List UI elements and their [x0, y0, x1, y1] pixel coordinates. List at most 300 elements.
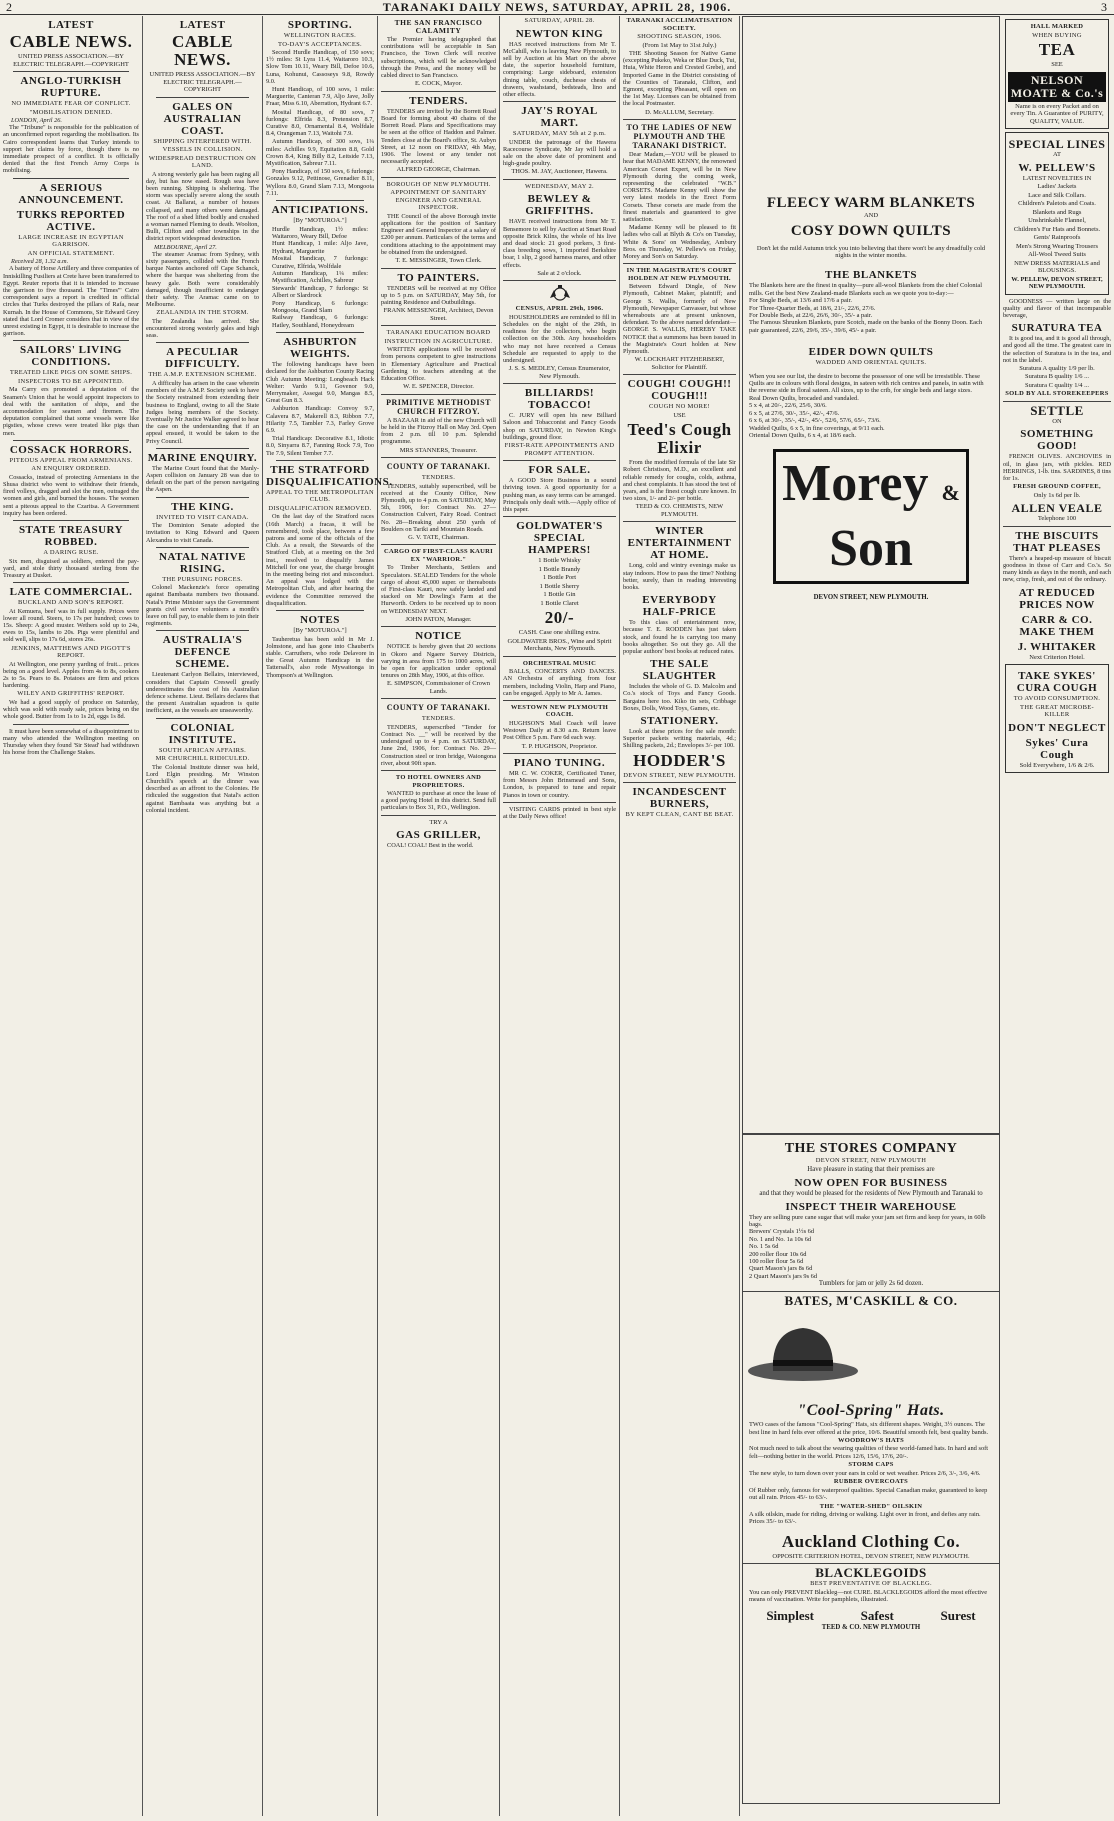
ad-headline: RUBBER OVERCOATS [833, 1478, 909, 1486]
ad-kicker: AT [1053, 151, 1061, 158]
tagline-word: Surest [940, 1607, 976, 1623]
ad-headline: AT REDUCED PRICES NOW [1018, 586, 1096, 611]
divider [503, 656, 616, 657]
headline: A PECULIAR DIFFICULTY. [165, 346, 240, 371]
signature: E. COCK, Mayor. [414, 80, 463, 88]
price-item: 100 roller flour 5s 6d [749, 1257, 804, 1265]
price-item: 6 x 6, at 30/-, 35/-, 42/-, 45/-, 52/6, 57/6, 65/-, 73/6. [749, 417, 881, 425]
headline: GAS GRILLER, [396, 829, 481, 842]
signature: E. SIMPSON, Commissioner of Crown Lands. [387, 680, 490, 695]
ad-address: W. PELLEW, DEVON STREET, NEW PLYMOUTH. [1011, 275, 1103, 290]
race-tip-item: Hurdle Handicap, 1½ miles: Waitaroro, Weary Bill, Defoe [272, 225, 368, 240]
hat-icon [743, 1316, 863, 1386]
subheadline: FIRST-RATE APPOINTMENTS AND PROMPT ATTENTION. [504, 442, 615, 457]
tagline-word: Simplest [766, 1607, 814, 1623]
ad-kicker: TO AVOID CONSUMPTION. [1013, 695, 1101, 703]
signature: D. McALLUM, Secretary. [645, 108, 714, 116]
ad-headline: THE BISCUITS THAT PLEASES [1013, 529, 1101, 554]
ad-headline: SURATURA TEA [1011, 322, 1103, 335]
signature: TEED & CO. CHEMISTS, NEW PLYMOUTH. [635, 503, 724, 518]
page-number: 2 [6, 0, 13, 14]
price-item: 6 x 5, at 27/6, 30/-, 35/-, 42/-, 47/6. [749, 409, 840, 417]
ad-headline: BLACKLEGOIDS [815, 1565, 927, 1581]
headline: BILLIARDS! TOBACCO! [524, 387, 595, 412]
article-text: On the last day of the Stratford races (16th March) a fracas, it will be remembered, took place, between a few patrons and some of the officials of the Club. As a result, the Stewards of the Stratford Club, at a meeting on the 3rd inst., resolved to disqualify James Mitchell for one year, the charge brought in the meeting being riot and misconduct. An appeal was lodged with the Metropolitan Club, and after hearing the evidence the Committee removed the disqualification. [266, 513, 374, 607]
headline: THE SALE SLAUGHTER [642, 658, 717, 683]
divider [381, 698, 496, 699]
section-credit: UNITED PRESS ASSOCIATION.—BY ELECTRIC TELEGRAPH.—COPYRIGHT [13, 53, 129, 68]
divider [156, 448, 249, 449]
ad-kicker: WHEN BUYING [1032, 31, 1082, 39]
ad-text: There's a heaped-up measure of biscuit goodness in those of Carr and Co.'s. So many kinds as days in the month, and each new, crisp, fresh, and out of the ordinary. [1003, 554, 1111, 584]
headline: TURKS REPORTED ACTIVE. [16, 208, 126, 233]
divider [1003, 526, 1111, 527]
page-number-right: 3 [1101, 0, 1108, 14]
article-text: Colonel Mackenzie's force operating against Bambaata numbers two thousand. Natal's Prime Minister says the Government grants civil service volunteers a month's leave on full pay, to enable them to join their regiments. [146, 584, 259, 628]
signature: Sale at 2 o'clock. [537, 269, 582, 277]
headline: TENDERS. [409, 94, 468, 107]
ad-kicker: THE GREAT MICROBE-KILLER [1020, 703, 1094, 719]
ad-kicker: ON [1052, 417, 1062, 425]
ad-subheadline: BEST PREVENTATIVE OF BLACKLEG. [810, 1580, 932, 1588]
article-text: Cossacks, instead of protecting Armenians in the Shusa district who went to withdraw their friends, fired volleys, dragged and slot the men, outraged the women and girls, and burned the houses. The women sent a piteous appeal to the Czaritsa. A Government inquiry has been ordered. [3, 473, 139, 517]
section-title: CABLE NEWS. [9, 32, 133, 51]
notice-text: COAL! COAL! Best in the world. [387, 842, 474, 850]
ad-headline: CARR & CO. MAKE THEM [1019, 613, 1095, 638]
signature: ALFRED GEORGE, Chairman. [396, 166, 481, 174]
subheadline: BY KEPT CLEAN, CANT BE BEAT. [625, 811, 734, 819]
headline: INCANDESCENT BURNERS, [632, 786, 727, 811]
ad-headline: TEA [1038, 40, 1076, 59]
column-small-ads [1000, 16, 1114, 1816]
byline: [By "MOTUROA."] [293, 627, 347, 635]
article-text: Ma Carry ers promoted a deputation of the Seamen's Union that he would appoint inspectors to deal with the sanitation of ships, and the accommodation for seamen and firemen. The deputation complained that some vessels were like pigsties, whose crews were treated like pigs than men. [3, 386, 139, 437]
ad-headline: STORM CAPS [848, 1461, 894, 1469]
notice-text: Dear Madam,—YOU will be pleased to hear that MADAME KENNY, the renowned American Corset Expert, will be in New Plymouth during the coming week, representing the celebrated "W.B." CORSETS. Madame Kenny will show the very latest models in the Erect Form Corsets. These corsets are made from the finest materials and guaranteed to give satisfaction. [623, 151, 736, 223]
divider [1003, 401, 1111, 402]
race-tip-item: Hunt Handicap, 1 mile: Aljo Jave, Hydrant, Marguerite [272, 240, 368, 255]
price-item: For Three-Quarter Beds, at 18/6, 21/-, 22/6, 27/6. [749, 304, 876, 312]
divider [381, 815, 496, 816]
subheadline: APPEAL TO THE METROPOLITAN CLUB. [266, 488, 374, 504]
price-item: Real Down Quilts, brocaded and vandaled. [749, 394, 859, 402]
pellew-item: Children's Fur Hats and Bonnets. [1013, 225, 1101, 233]
ad-headline: "Cool-Spring" Hats. [797, 1402, 945, 1420]
notice-text: THE Shooting Season for Native Game (excepting Pukeko, Weka or Blue Duck, Tui, Huia, White Heron and Crested Grebe), and Imported Game in the District consisting of the Counties of Taranaki, Clifton, and Egmont, excepting Pheasant, will open on the 1st May. Licenses can be obtained from the local Postmaster. [623, 50, 736, 108]
signature: T. E. MESSINGER, Town Clerk. [395, 257, 482, 265]
subheadline: BUCKLAND AND SON'S REPORT. [18, 599, 124, 607]
headline: NOTICE [415, 630, 462, 643]
ad-text: It is good tea, and it is good all through, and good all the time. The greatest care in the selection of Suratura is in the tea, and not in the label. [1003, 335, 1111, 364]
subheadline: COUGH NO MORE! [649, 403, 710, 411]
article-text: Ashburton Handicap: Convoy 9.7, Calavera 8.7, Makerell 8.3, Ribbon 7.7, Hilarity 7.5, Tambler 7.3, Farley Grove 6.9. [266, 405, 374, 435]
race-tip-item: Railway Handicap, 6 furlongs: Hatley, Southland, Honeydream [272, 314, 368, 329]
headline: COSSACK HORRORS. [9, 443, 133, 456]
headline: TO THE LADIES OF NEW PLYMOUTH AND THE TARANAKI DISTRICT. [626, 123, 733, 151]
pellew-item: Ladies' Jackets [1037, 183, 1077, 190]
article-text: Six men, disguised as soldiers, entered the pay-yard, and stole thirty thousand sterling from the Treasury at Dusket. [3, 557, 139, 579]
ad-headline: SOMETHING GOOD! [1020, 428, 1094, 453]
headline: GALES ON AUSTRALIAN COAST. [163, 100, 242, 137]
divider [13, 178, 129, 179]
notice-text: HOUSEHOLDERS are reminded to fill in Schedules on the night of the 29th, in readiness for the collectors, who begin collection on the 30th. Any householders who may not have received a Census Schedule are requested to apply to the undersigned. [503, 313, 616, 365]
hamper-item: 1 Bottle Sherry [539, 582, 580, 590]
pellew-item: Blankets and Rugs [1032, 208, 1082, 216]
subheadline: TREATED LIKE PIGS ON SOME SHIPS. [9, 369, 133, 377]
divider [156, 547, 249, 548]
price-item: Brewers' Crystals 1½s 6d [749, 1228, 815, 1236]
article-text: Trial Handicap: Decorative 8.1, Idiotic 8.0, Sinyarra 8.7, Fanning Rock 7.9, Too Tie 7.9, Silent Tember 7.7. [266, 435, 374, 457]
headline: SAILORS' LIVING CONDITIONS. [20, 344, 122, 369]
divider [381, 626, 496, 627]
subheadline: INVITED TO VISIT CANADA. [156, 513, 249, 521]
price-item: 200 roller flour 10s 6d [749, 1250, 807, 1258]
signature: T. P. HUGHSON, Proprietor. [521, 742, 598, 750]
hamper-item: 1 Bottle Claret [540, 599, 579, 607]
notice-text: TENDERS, suitably superscribed, will be received at the County Office, New Plymouth, up to 4 p.m. on SATURDAY, May 5th, 1906, for: Contract No. 27—Construction Culvert, Fairy Road. Contract No. 28—Breaking about 250 yards of Boulders on Tariki and Mountain Roads. [381, 482, 496, 533]
dateline: MELBOURNE, April 27. [154, 243, 217, 251]
tagline-word: Safest [860, 1607, 894, 1623]
notice-text: Between Edward Dingle, of New Plymouth, Cabinet Maker, plaintiff; and George S. Wallis, formerly of New Plymouth, Newspaper Canvasser, but whose whereabouts are at present unknown, defendant. To the above named defendant—GEORGE S. WALLIS, HEREBY TAKE NOTICE that a summons has been issued in the Magistrate's Court holden at New Plymouth. [623, 283, 736, 355]
morey-and-son-ad [742, 16, 1000, 1134]
signature: FRANK MESSENGER, Architect, Devon Street. [383, 307, 494, 322]
race-tip-item: Pony Handicap, 6 furlongs: Mongoota, Grand Slam [272, 299, 368, 315]
ad-headline: SETTLE [1030, 402, 1084, 418]
price-item: Suratura B quality 1/6 ... [1024, 373, 1090, 381]
headline: PIANO TUNING. [513, 757, 606, 770]
signature: W. LOCKHART FITZHERBERT, Solicitor for Plaintiff. [634, 356, 725, 371]
notice-text: VISITING CARDS printed in best style at the Daily News office! [503, 805, 616, 821]
ad-kicker: FRESH GROUND COFFEE, [1013, 483, 1101, 491]
notice-text: C. JURY will open his new Billiard Saloon and Tobacconist and Fancy Goods shop on SATURDAY, in Newton King's buildings, ground floor. [503, 412, 616, 441]
divider [503, 753, 616, 754]
ad-text: Sold Everywhere, 1/6 & 2/6. [1019, 761, 1095, 769]
subheadline: SOUTH AFRICAN AFFAIRS. [158, 746, 247, 754]
divider [743, 1563, 999, 1564]
article-text: The Zealandia has arrived. She encountered strong westerly gales and high seas. [146, 317, 259, 340]
headline: THE SAN FRANCISCO CALAMITY [394, 18, 483, 35]
divider [13, 724, 129, 725]
divider [503, 802, 616, 803]
pellew-item: LATEST NOVELTIES IN [1022, 174, 1092, 182]
article-text: At Wellington, one penny yarding of fruit... prices being on a good level. Apples from 4s to 8s, cookers 2s to 5s. Pears to 8s. Potatoes are firm and prices hardening. [3, 660, 139, 690]
ad-text: When you see our list, the desire to become the possessor of one will be irresistible. These Quilts are in colours with floral designs, in sateen with rich centres and panels, in satin with the reverse side in floral sateen. All sizes, up to the crib, for single beds and large sizes. [749, 372, 984, 395]
ad-headline: THE BLANKETS [825, 269, 917, 282]
divider [381, 457, 496, 458]
headline: PRIMITIVE METHODIST CHURCH FITZROY. [386, 397, 491, 416]
divider [743, 1291, 999, 1292]
divider [381, 91, 496, 92]
notice-text: From the modified formula of the late Sir Robert Christison, M.D., an excellent and reliable remedy for coughs, colds, asthma, and chest complaints. It has stood the test of years, and is the finest cough cure known. In two sizes, 1/- and 2/- per bottle. [623, 459, 736, 503]
ad-headline: J. WHITAKER [1017, 640, 1097, 653]
pellew-item: All-Wool Tweed Suits [1028, 251, 1086, 258]
ad-headline: Auckland Clothing Co. [781, 1531, 961, 1551]
divider [503, 700, 616, 701]
subheadline: ZEALANDIA IN THE STORM. [156, 309, 249, 317]
subheadline: LARGE INCREASE IN EGYPTIAN GARRISON. [18, 233, 124, 249]
hamper-price: 20/- [544, 608, 575, 628]
notice-text: BALLS, CONCERTS AND DANCES. AN Orchestra of anything from four members, including Violin, Harp and Piano, can be engaged. Apply to Mr A. James. [503, 668, 616, 697]
subheadline: CASH. Case one shilling extra. [518, 629, 601, 637]
column-notices-2 [620, 16, 740, 1816]
headline: COLONIAL INSTITUTE. [168, 721, 237, 746]
morey-and-son-logo: Morey & Son [773, 449, 969, 584]
ad-text: You can only PREVENT Blackleg—not CURE. BLACKLEGOIDS afford the most effective means of vaccination. Write for pamphlets, illustrated. [749, 1588, 988, 1604]
notice-text: The Premier having telegraphed that contributions will be acceptable in San Francisco, the Town Clerk will receive subscriptions, which will be acknowledged through the Press, and the money will be cabled direct to San Francisco. [381, 36, 496, 80]
divider [503, 101, 616, 102]
price-item: No. 1 5s 6d [749, 1243, 779, 1251]
divider [381, 544, 496, 545]
article-text: The Colonial Institute dinner was held, Lord Elgin presiding. Mr Winston Churchill's speech at the dinner was described as an affront to the Colonies. He ridiculed the suggestion that Natal's action against Bambaata was anything but a colonial incident. [146, 763, 259, 814]
hamper-item: 1 Bottle Whisky [538, 557, 581, 565]
signature: JOHN PATON, Manager. [405, 615, 472, 623]
ad-text: Telephone 100 [1037, 515, 1077, 523]
subheadline: TENDERS. [421, 474, 456, 481]
headline: IN THE MAGISTRATE'S COURT HOLDEN AT NEW PLYMOUTH. [626, 267, 733, 282]
signature: J. S. S. MEDLEY, Census Enumerator, New Plymouth. [508, 365, 611, 380]
notice-text: HAS received instructions from Mr T. McCahill, who is leaving New Plymouth, to sell by Auction at his Mart on the above date, the superior household furniture, comprising: Large sideboard, extension dining table, couch, duchesse chests of drawers, washstand, bedsteads, lino and other effects. [503, 40, 616, 98]
column-latest-cable-news-1 [0, 16, 143, 1816]
article-text: Autumn Handicap, of 300 sovs, 1¼ miles: Achilles 9.9, Equitation 8.8, Gold Crown 8.4, King Billy 8.2, Leitside 7.13, Mystification, Sabreur 7.11. [266, 138, 374, 168]
ad-text: and that they would be pleased for the residents of New Plymouth and Taranaki to [759, 1189, 983, 1197]
ad-kicker: SOLD BY ALL STOREKEEPERS [1005, 390, 1109, 398]
headline: EVERYBODY HALF-PRICE [642, 594, 717, 619]
divider [503, 383, 616, 384]
headline: Teed's Cough Elixir [627, 420, 732, 458]
byline: [By "MOTUROA."] [293, 217, 347, 225]
race-tips-list [266, 226, 374, 330]
headline: COUNTY OF TARANAKI. [386, 703, 491, 713]
suratura-price-list [1003, 365, 1111, 390]
ad-text: The Blankets here are the finest in quality—pure all-wool Blankets from the chief Colonial mills. Get the best New Zealand-made Blankets such as we quote you to-day:— [749, 282, 983, 297]
headline: THE KING. [171, 500, 234, 513]
divider [623, 521, 736, 522]
ad-headline: INSPECT THEIR WAREHOUSE [785, 1200, 957, 1213]
ad-address: DEVON STREET, NEW PLYMOUTH. [813, 594, 929, 602]
section-kicker: LATEST [48, 19, 94, 31]
ad-text: A silk oilskin, made for riding, driving or walking. Light over in front, and defies any rain. Prices 35/- to 63/-. [749, 1511, 981, 1526]
divider [503, 460, 616, 461]
subheadline: MR CHURCHILL RIDICULED. [155, 755, 250, 763]
column-sporting [263, 16, 393, 1816]
headline: CENSUS, APRIL 29th, 1906. [515, 305, 604, 313]
pellew-special-lines-ad [1005, 132, 1109, 295]
subheadline: A DARING RUSE. [43, 549, 99, 556]
divider [276, 332, 364, 333]
subheadline: DEVON STREET, NEW PLYMOUTH. [623, 771, 736, 779]
stores-company-ad [742, 1134, 1000, 1804]
headline: A SERIOUS ANNOUNCEMENT. [18, 181, 124, 206]
divider [13, 71, 129, 72]
divider [13, 582, 129, 583]
section-credit: UNITED PRESS ASSOCIATION.—BY ELECTRIC TELEGRAPH.—COPYRIGHT [149, 71, 256, 93]
notice-text: UNDER the patronage of the Hawera Racecourse Syndicate, Mr Jay will hold a sale on the above date of prominent and high-grade poultry. [503, 138, 616, 168]
quilt-price-list [743, 395, 999, 439]
divider [156, 497, 249, 498]
subheadline: TO-DAY'S ACCEPTANCES. [278, 40, 362, 48]
headline: STATIONERY. [640, 715, 719, 728]
ad-headline: W. PELLEW'S [1018, 161, 1096, 174]
notice-text: HAVE received instructions from Mr T. Bensemore to sell by Auction at Smart Road opposite Brick Kilns, the whole of his live and dead stock: 21 good porkers, 3 first-class breeding sows, 1 imported Berkshire boar, 1 slip, 2 good harness mares, and other effects. [503, 218, 616, 269]
divider [276, 610, 364, 611]
ad-headline: COSY DOWN QUILTS [790, 222, 952, 239]
hamper-item: 1 Bottle Brandy [538, 565, 581, 573]
subheadline: WILEY AND GRIFFITHS' REPORT. [17, 690, 125, 698]
notice-text: A GOOD Store Business in a sound thriving town. A good opportunity for a pushing man, as easy terms can be arranged. Principals only dealt with.—Apply office of this paper. [503, 477, 616, 513]
newspaper-title: TARANAKI DAILY NEWS, SATURDAY, APRIL 28, 1906. [382, 0, 732, 14]
headline: WINTER ENTERTAINMENT AT HOME. [627, 525, 732, 562]
ad-headline: NOW OPEN FOR BUSINESS [794, 1176, 948, 1189]
subheadline: DISQUALIFICATION REMOVED. [268, 504, 372, 512]
ad-kicker: SEE [1051, 61, 1063, 68]
divider [13, 340, 129, 341]
article-text: Mosital Handicap, of 80 sovs, 7 furlongs: Elfrida 8.3, Pretension 8.7, Curative 8.0, Ornamental 8.4, Wolfdale 8.4, Orangeman 7.13, Waitohi 7.9. [266, 108, 374, 138]
ad-headline: DON'T NEGLECT [1008, 721, 1106, 734]
subheadline: USE [673, 411, 686, 419]
notice-text: HUGHSON'S Mail Coach will leave Westown Daily at 8.30 a.m. Return leave Post Office 5 p.m. Fare 6d each way. [503, 719, 616, 742]
divider [623, 374, 736, 375]
ad-subheadline: WADDED AND ORIENTAL QUILTS. [815, 359, 927, 367]
price-item: No. 1 and No. 1a 10s 6d [749, 1235, 812, 1243]
price-item: For Single Beds, at 13/6 and 17/6 a pair. [749, 297, 852, 305]
dateline: SATURDAY, APRIL 28. [524, 17, 595, 24]
subheadline: WELLINGTON RACES. [283, 32, 357, 39]
headline: HODDER'S [633, 750, 726, 770]
subheadline: THE PURSUING FORCES. [162, 575, 243, 583]
dateline: WEDNESDAY, MAY 2. [525, 182, 594, 190]
notice-text: THE Council of the above Borough invite applications for the position of Sanitary Engineer and General Inspector at a salary of £200 per annum. Particulars of the terms and conditions attaching to the appointment may be obtained from the undersigned. [381, 212, 496, 256]
ad-subheadline: OPPOSITE CRITERION HOTEL, DEVON STREET, NEW PLYMOUTH. [772, 1552, 970, 1560]
ad-text: TWO cases of the famous "Cool-Spring" Hats, six different shapes. Weight, 3½ ounces. The best line in hard felts ever offered at the price, 10/6. Beautiful smooth felt, best quality bands. [749, 1421, 989, 1436]
ad-headline: FLEECY WARM BLANKETS [766, 195, 976, 211]
headline: BOROUGH OF NEW PLYMOUTH. [386, 180, 491, 188]
ad-headline: TAKE SYKES' CURA COUGH [1016, 670, 1098, 695]
blanket-price-list [743, 297, 999, 334]
notice-text: NOTICE is hereby given that 20 sections in Okoro and Ngaere Survey Districts, varying in area from 175 to 1000 acres, will be open for application under optional tenures on 28th May, 1906, at this office. [381, 643, 496, 680]
section-title: CABLE NEWS. [171, 32, 234, 69]
headline: TARANAKI EDUCATION BOARD [386, 329, 491, 337]
divider [381, 325, 496, 326]
notice-text: To Timber Merchants, Settlers and Speculators. SEALED Tenders for the whole cargo of about 45,000 super. or thereabouts of First-class Kauri, now safely landed and stacked on Mr Dowling's Farm at the Hurworth. Orders to be received up to noon on WEDNESDAY NEXT. [381, 564, 496, 615]
price-item: 5 x 4, at 20/-, 22/6, 25/6, 30/6. [749, 402, 827, 410]
ad-address: TEED & CO. NEW PLYMOUTH [821, 1623, 921, 1631]
divider [156, 718, 249, 719]
sykes-cura-cough-ad [1005, 664, 1109, 773]
column-latest-cable-news-2 [143, 16, 263, 1816]
divider [381, 177, 496, 178]
ad-text: FRENCH OLIVES. ANCHOVIES in oil, in glass jars, with pickles. RED HERRINGS, 1-lb. tins. SARDINES, 8 tins for 1s. [1003, 453, 1111, 483]
signature: THOS. M. JAY, Auctioneer, Hawera. [511, 168, 608, 176]
headline: TARANAKI ACCLIMATISATION SOCIETY. [626, 17, 733, 32]
price-item: Quart Mason's jars 8s 6d [749, 1265, 813, 1273]
tagline-row [743, 1608, 999, 1624]
subheadline: PITEOUS APPEAL FROM ARMENIANS. [9, 456, 133, 464]
article-text: Pony Handicap, of 150 sovs, 6 furlongs: Gonzales 9.12, Pettinose, Grenadier 8.11, Wyllora 8.0, Grand Slam 7.13, Mongoota 7.11. [266, 168, 374, 197]
article-text: The steamer Aramac from Sydney, with sixty passengers, collided with the French barque Nantes anchored off Cape Schanck, where the barque was sheltering from the heavy gale. Both were considerably damaged, though insufficient to endanger their safety. The Aramac came on to Melbourne. [146, 250, 259, 309]
ad-headline: EIDER DOWN QUILTS [808, 346, 934, 359]
article-text: The Dominion Senate adopted the invitation to King Edward and Queen Alexandra to visit Canada. [146, 522, 259, 544]
notice-text: A BAZAAR in aid of the new Church will be held in the Fitzroy Hall on May 3rd. Open from 2 p.m. till 10 p.m. Splendid programme. [381, 416, 496, 446]
ad-text: Next Criterion Hotel. [1029, 653, 1085, 661]
hamper-item: 1 Bottle Gin [543, 591, 576, 599]
headline: TO HOTEL OWNERS AND PROPRIETORS. [395, 774, 482, 789]
subheadline: INSTRUCTION IN AGRICULTURE. [384, 337, 493, 345]
subheadline: SHIPPING INTERFERED WITH. [153, 137, 252, 145]
subheadline: WIDESPREAD DESTRUCTION ON LAND. [148, 154, 257, 169]
headline: AUSTRALIA'S DEFENCE SCHEME. [162, 634, 243, 671]
headline: ORCHESTRAL MUSIC [522, 659, 597, 667]
divider [156, 630, 249, 631]
ad-headline: ALLEN VEALE [1011, 501, 1103, 516]
royal-crest-icon [546, 284, 574, 304]
ad-text: They are selling pure cane sugar that will make your jam set firm and keep for years, in 60lb bags. [749, 1213, 986, 1228]
ad-text: GOODNESS — written large on the quality and flavor of that incomparable beverage, [1003, 297, 1111, 319]
ad-headline: Sykes' Cura Cough [1025, 736, 1089, 761]
ad-kicker: HALL MARKED [1030, 23, 1084, 30]
divider [13, 520, 129, 521]
divider [381, 394, 496, 395]
headline: COUNTY OF TARANAKI. [386, 462, 491, 471]
subheadline: VESSELS IN COLLISION. [162, 146, 243, 153]
nelson-moate-tea-ad [1005, 19, 1109, 129]
subheadline: TENDERS. [421, 715, 456, 723]
price-item: 2 Quart Mason's jars 9s 6d [749, 1272, 818, 1280]
ad-text: The new style, to turn down over your ears in cold or wet weather. Prices 2/6, 3/-, 3/6, 4/6. [749, 1469, 981, 1477]
article-text: Hunt Handicap, of 100 sovs, 1 mile: Marguerite, Canteran 7.9, Aljo Jave, Jolly Fraar, Miss 6.10, Aberration, Hydrant 6.7. [266, 86, 374, 108]
divider [503, 516, 616, 517]
pellew-item: Children's Paletots and Coats. [1018, 200, 1096, 207]
price-item: Suratura C quality 1/4 ... [1024, 381, 1090, 389]
headline: LATE COMMERCIAL. [9, 586, 133, 599]
ad-headline: NELSON MOATE & Co.'s [1008, 72, 1106, 102]
notice-text: TENDERS, superscribed "Tender for Contract No. __" will be received by the undersigned up to 4 p.m. on SATURDAY, June 2nd, 1906, for: Contract No. 29—Construction steel or iron bridge, Waiongona river, about 90ft span. [381, 723, 496, 767]
subheadline: (From 1st May to 31st July.) [642, 41, 717, 49]
ad-subheadline: AND [863, 212, 879, 219]
dateline: Received 28, 1.32 a.m. [11, 258, 69, 266]
divider [623, 782, 736, 783]
pellew-item: Lace and Silk Collars. [1028, 191, 1086, 199]
subheadline: SHOOTING SEASON, 1906. [637, 33, 722, 40]
price-item: The Famous Shrunken Blankets, pure Scotch, made on the banks of the Bonny Doon. Each pair guaranteed, 22/6, 29/6, 35/-, 39/6, 45/- a pair. [749, 319, 983, 334]
notice-text: MR C. W. COKER, Certificated Tuner, from Messrs John Brinsmead and Sons, London, is prepared to tune and repair Pianos in town or country. [503, 770, 616, 799]
ad-text: Name is on every Packet and on every Tin. A Guarantee of PURITY, QUALITY, VALUE. [1010, 102, 1104, 125]
headline: BEWLEY & GRIFFITHS. [525, 193, 594, 218]
headline: ASHBURTON WEIGHTS. [283, 336, 357, 361]
race-tip-item: Autumn Handicap, 1¼ miles: Mystification, Achilles, Sabreur [272, 270, 368, 285]
divider [381, 268, 496, 269]
ad-text: Not much need to talk about the wearing qualities of these world-famed hats. In hard and soft felt—nothing better in the world. Prices 12/6, 15/6, 17/6, 20/-. [749, 1445, 989, 1460]
notice-text: Madame Kenny will be pleased to fit ladies who call at Blyth & Co's on Tuesday, White & Sons' on Wednesday, Ambury Bros. on Thursday, W. Pellew's on Friday, Morey and Son's on Saturday. [623, 224, 736, 260]
article-text: We had a good supply of produce on Saturday, which was sold with ready sale, prices being on the whole good. Butter from 1s to 1s 2d, eggs 1s 8d. [3, 698, 139, 721]
price-item: For Double Beds, at 22/6, 26/6, 30/-, 35/- a pair. [749, 311, 873, 319]
ad-headline: THE "WATER-SHED" OILSKIN [819, 1502, 923, 1510]
subheadline: TRY A [429, 818, 448, 826]
ad-text: Only 1s 6d per lb. [1033, 491, 1081, 499]
subheadline: NO IMMEDIATE FEAR OF CONFLICT. [11, 100, 131, 107]
article-text: Second Hurdle Handicap, of 150 sovs; 1½ miles: St Lyra 11.4, Waitaroro 10.3, Slow Tom 10.11, Weary Bill, Defoe 10.6, Luna, Kohunui, Cassoseys 9.8, Rowdy 9.0. [266, 49, 374, 85]
divider [503, 179, 616, 180]
divider [623, 263, 736, 264]
headline: JAY'S ROYAL MART. [521, 105, 598, 130]
article-text: A battery of Horse Artillery and three companies of Inniskilling Fusiliers at Crete have been transferred to Egypt. Reuter reports that it is intended to increase the garrison to five thousand. The "Times'" Cairo correspondent says a report is credited in official circles that Turks destroyed the pillars of Rafa, near Kurnah. In the House of Commons, Sir Edward Grey stated that Lord Cromer considers that in view of the unrest existing in Egypt, it is desirable to increase the garrison. [3, 265, 139, 338]
dateline: LONDON, April 26. [11, 117, 62, 124]
subheadline: JENKINS, MATTHEWS AND PIGOTT'S REPORT. [11, 644, 131, 660]
notice-text: To this class of entertainment now, because T. E. RODDEN has just taken stock, and found he is carrying too many books altogether. So out they go. All the popular authors' best books at reduced rates. [623, 619, 736, 656]
notice-text: WRITTEN applications will be received from persons competent to give instructions in Elementary Agriculture and Practical Gardening to teachers attending at the Education Office. [381, 346, 496, 382]
headline: CARGO OF FIRST-CLASS KAURI EX "WARRIOR." [384, 548, 493, 563]
pellew-item: Gents' Rainproofs [1033, 234, 1081, 241]
article-text: Tauheretua has been sold in Mr J. Jolmstone, and has gone into Chaubert's stable. Carruthers, who rode Delavore in the Great Autumn Handicap in the Tattersall's, also rode Mywaitonga in Thompson's at Wellington. [266, 635, 374, 679]
